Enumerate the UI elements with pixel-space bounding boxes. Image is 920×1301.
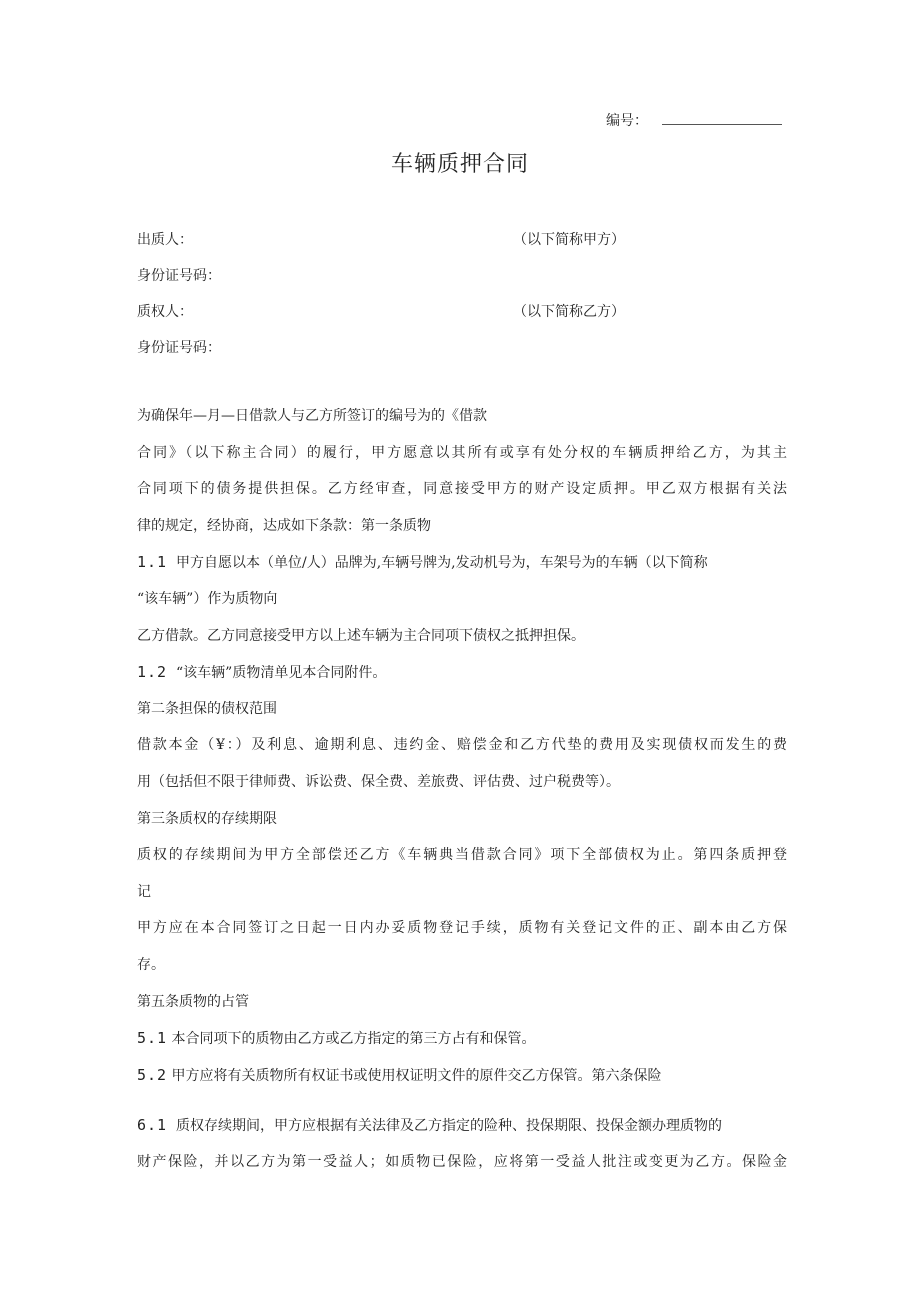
clause-number: 5.2 [137,1065,168,1084]
contract-number-label: 编号： [606,113,648,129]
party-pledgor-id [137,265,797,287]
clause-number: 6.1 [137,1116,168,1135]
party-note: （以下简称甲方） [513,232,625,248]
spacer [137,1100,787,1114]
clause-number: 1.2 [137,663,168,682]
party-label: 身份证号码： [137,340,221,356]
preamble-line: 合同项下的债务提供担保。乙方经审查，同意接受甲方的财产设定质押。甲乙双方根据有关法 [137,481,787,498]
article-4-line: 存。 [137,956,165,973]
clause-text: 甲方自愿以本（单位/人）品牌为,车辆号牌为,发动机号为，车架号为的车辆（以下简称 [176,555,708,572]
party-label: 出质人： [137,232,193,248]
clause-text: 本合同项下的质物由乙方或乙方指定的第三方占有和保管。 [171,1031,536,1048]
party-label: 身份证号码： [137,268,221,284]
article-3-title: 第三条质权的存续期限 [137,810,277,827]
party-pledgee-id [137,337,797,359]
article-3-line: 质权的存续期间为甲方全部偿还乙方《车辆典当借款合同》项下全部债权为止。第四条质押登 [137,847,787,864]
clause-text: 质权存续期间，甲方应根据有关法律及乙方指定的险种、投保期限、投保金额办理质物的 [176,1118,722,1135]
clause-1-1-cont: 乙方借款。乙方同意接受甲方以上述车辆为主合同项下债权之抵押担保。 [137,627,585,644]
article-3-line: 记 [137,883,151,900]
article-4-line: 甲方应在本合同签订之日起一日内办妥质物登记手续，质物有关登记文件的正、副本由乙方保 [137,920,787,937]
clause-5-1 [137,1027,787,1064]
party-note: （以下简称乙方） [513,304,625,320]
clause-5-2 [137,1064,787,1101]
party-pledgee [137,301,797,323]
article-2-title: 第二条担保的债权范围 [137,700,277,717]
article-2-line: 用（包括但不限于律师费、诉讼费、保全费、差旅费、评估费、过户税费等）。 [137,773,620,790]
article-5-title: 第五条质物的占管 [137,993,249,1010]
preamble-line: 合同》（以下称主合同）的履行，甲方愿意以其所有或享有处分权的车辆质押给乙方，为其主 [137,444,787,461]
party-pledgor [137,229,797,251]
article-2-line: 借款本金（¥：）及利息、逾期利息、违约金、赔偿金和乙方代垫的费用及实现债权而发生的费 [137,737,787,754]
preamble-line: 为确保年—月—日借款人与乙方所签订的编号为的《借款 [137,408,487,424]
preamble-line: 律的规定，经协商，达成如下条款：第一条质物 [137,517,431,534]
clause-1-1 [137,551,787,588]
clause-number: 5.1 [137,1029,168,1048]
clause-6-1 [137,1114,787,1151]
contract-body [137,405,787,1187]
contract-number-blank[interactable] [662,110,782,125]
clause-6-1-cont: 财产保险，并以乙方为第一受益人；如质物已保险，应将第一受益人批注或变更为乙方。保险金 [137,1153,787,1170]
clause-text: 甲方应将有关质物所有权证书或使用权证明文件的原件交乙方保管。第六条保险 [171,1067,662,1084]
clause-1-2 [137,661,787,698]
clause-text: “该车辆”质物清单见本合同附件。 [176,665,387,682]
party-label: 质权人： [137,304,193,320]
clause-1-1-cont: “该车辆”）作为质物向 [137,590,278,607]
contract-number-line [606,110,782,131]
document-title: 车辆质押合同 [390,152,529,177]
clause-number: 1.1 [137,553,168,572]
